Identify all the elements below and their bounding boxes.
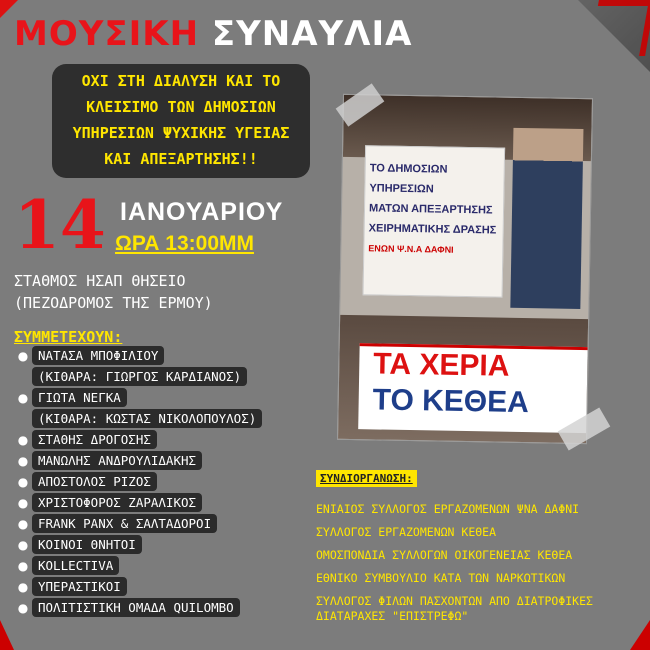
sign-line: ΤΑ ΧΕΡΙΑ xyxy=(373,347,510,383)
bullet-icon: ● xyxy=(17,537,29,552)
organizer: ΣΥΛΛΟΓΟΣ ΦΙΛΩΝ ΠΑΣΧΟΝΤΩΝ ΑΠΟ ΔΙΑΤΡΟΦΙΚΕΣ ΔΙΑΤΑΡΑΧΕΣ "ΕΠΙΣΤΡΕΦΩ" xyxy=(316,594,593,623)
bullet-icon: ● xyxy=(17,579,29,594)
red-tear-decoration xyxy=(589,0,650,56)
participant-name: KOLLECTIVA xyxy=(32,556,119,575)
participants-list xyxy=(14,346,314,619)
bullet-icon: ● xyxy=(17,390,29,405)
list-item xyxy=(14,430,314,449)
organizer: ΕΘΝΙΚΟ ΣΥΜΒΟΥΛΙΟ ΚΑΤΑ ΤΩΝ ΝΑΡΚΩΤΙΚΩΝ xyxy=(316,571,566,585)
organizer: ΣΥΛΛΟΓΟΣ ΕΡΓΑΖΟΜΕΝΩΝ ΚΕΘΕΑ xyxy=(316,525,497,539)
participant-name: ΝΑΤΑΣΑ ΜΠΟΦΙΛΙΟΥ xyxy=(32,346,164,365)
participant-name: ΓΙΩΤΑ ΝΕΓΚΑ xyxy=(32,388,127,407)
list-item xyxy=(14,556,314,575)
sign-line: ΜΑΤΩΝ ΑΠΕΞΑΡΤΗΣΗΣ xyxy=(368,202,493,217)
sign-line: ΤΟ ΚΕΘΕΑ xyxy=(372,383,530,420)
list-item xyxy=(14,514,314,533)
participant-name: ΧΡΙΣΤΟΦΟΡΟΣ ΖΑΡΑΛΙΚΟΣ xyxy=(32,493,202,512)
list-item xyxy=(14,388,314,407)
person-image xyxy=(510,128,583,309)
list-item xyxy=(14,577,314,596)
event-time: ΩΡΑ 13:00ΜΜ xyxy=(115,232,254,255)
title-part-1: ΜΟΥΣΙΚΗ xyxy=(14,14,200,54)
sign-line: ΧΕΙΡΗΜΑΤΙΚΗΣ ΔΡΑΣΗΣ xyxy=(368,222,497,237)
list-item xyxy=(14,598,314,617)
list-item-sub xyxy=(32,409,314,428)
bullet-icon: ● xyxy=(17,348,29,363)
bullet-icon: ● xyxy=(17,558,29,573)
sign-line: ΕΝΩΝ Ψ.Ν.Α ΔΑΦΝΙ xyxy=(368,243,454,255)
event-day: 14 xyxy=(14,186,106,264)
bullet-icon: ● xyxy=(17,432,29,447)
participant-name: ΥΠΕΡΑΣΤΙΚΟΙ xyxy=(32,577,127,596)
slogan-line: ΟΧΙ ΣΤΗ ΔΙΑΛΥΣΗ ΚΑΙ ΤΟ xyxy=(81,72,281,90)
bullet-icon: ● xyxy=(17,453,29,468)
bullet-icon: ● xyxy=(17,474,29,489)
protest-sign-top xyxy=(363,145,506,297)
organizers-list xyxy=(316,502,646,632)
slogan-line: ΥΠΗΡΕΣΙΩΝ ΨΥΧΙΚΗΣ ΥΓΕΙΑΣ xyxy=(72,124,290,142)
participant-name: ΠΟΛΙΤΙΣΤΙΚΗ ΟΜΑΔΑ QUILOMBO xyxy=(32,598,240,617)
event-place xyxy=(14,270,213,314)
title-part-2: ΣΥΝΑΥΛΙΑ xyxy=(211,14,413,54)
slogan-banner xyxy=(52,64,310,178)
list-item xyxy=(14,472,314,491)
protest-photo xyxy=(337,94,593,444)
event-month: ΙΑΝΟΥΑΡΙΟΥ xyxy=(120,198,284,226)
protest-sign-bottom xyxy=(358,343,587,433)
organizer: ΟΜΟΣΠΟΝΔΙΑ ΣΥΛΛΟΓΩΝ ΟΙΚΟΓΕΝΕΙΑΣ ΚΕΘΕΑ xyxy=(316,548,573,562)
slogan-line: ΚΑΙ ΑΠΕΞΑΡΤΗΣΗΣ!! xyxy=(104,150,258,168)
participant-note: (ΚΙΘΑΡΑ: ΚΩΣΤΑΣ ΝΙΚΟΛΟΠΟΥΛΟΣ) xyxy=(32,409,262,428)
participant-name: ΑΠΟΣΤΟΛΟΣ ΡΙΖΟΣ xyxy=(32,472,157,491)
list-item xyxy=(14,451,314,470)
participants-label: ΣΥΜΜΕΤΕΧΟΥΝ: xyxy=(14,328,123,346)
list-item xyxy=(14,346,314,365)
organizer: ΕΝΙΑΙΟΣ ΣΥΛΛΟΓΟΣ ΕΡΓΑΖΟΜΕΝΩΝ ΨΝΑ ΔΑΦΝΙ xyxy=(316,502,580,516)
organizers-label: ΣΥΝΔΙΟΡΓΑΝΩΣΗ: xyxy=(316,470,417,487)
sign-line: ΤΟ ΔΗΜΟΣΙΩΝ ΥΠΗΡΕΣΙΩΝ xyxy=(369,162,448,196)
red-corner-decoration-bottom-left xyxy=(0,620,14,650)
bullet-icon: ● xyxy=(17,516,29,531)
participant-note: (ΚΙΘΑΡΑ: ΓΙΩΡΓΟΣ ΚΑΡΔΙΑΝΟΣ) xyxy=(32,367,247,386)
list-item xyxy=(14,535,314,554)
participant-name: ΜΑΝΩΛΗΣ ΑΝΔΡΟΥΛΙΔΑΚΗΣ xyxy=(32,451,202,470)
place-line: ΣΤΑΘΜΟΣ ΗΣΑΠ ΘΗΣΕΙΟ xyxy=(14,272,186,290)
participant-name: FRANK PANX & ΣΑΛΤΑΔΟΡΟΙ xyxy=(32,514,217,533)
bullet-icon: ● xyxy=(17,600,29,615)
poster-title xyxy=(14,14,412,54)
slogan-line: ΚΛΕΙΣΙΜΟ ΤΩΝ ΔΗΜΟΣΙΩΝ xyxy=(86,98,276,116)
list-item xyxy=(14,493,314,512)
participant-name: ΚΟΙΝΟΙ ΘΝΗΤΟΙ xyxy=(32,535,142,554)
bullet-icon: ● xyxy=(17,495,29,510)
place-line: (ΠΕΖΟΔΡΟΜΟΣ ΤΗΣ ΕΡΜΟΥ) xyxy=(14,294,213,312)
list-item-sub xyxy=(32,367,314,386)
participant-name: ΣΤΑΘΗΣ ΔΡΟΓΟΣΗΣ xyxy=(32,430,157,449)
